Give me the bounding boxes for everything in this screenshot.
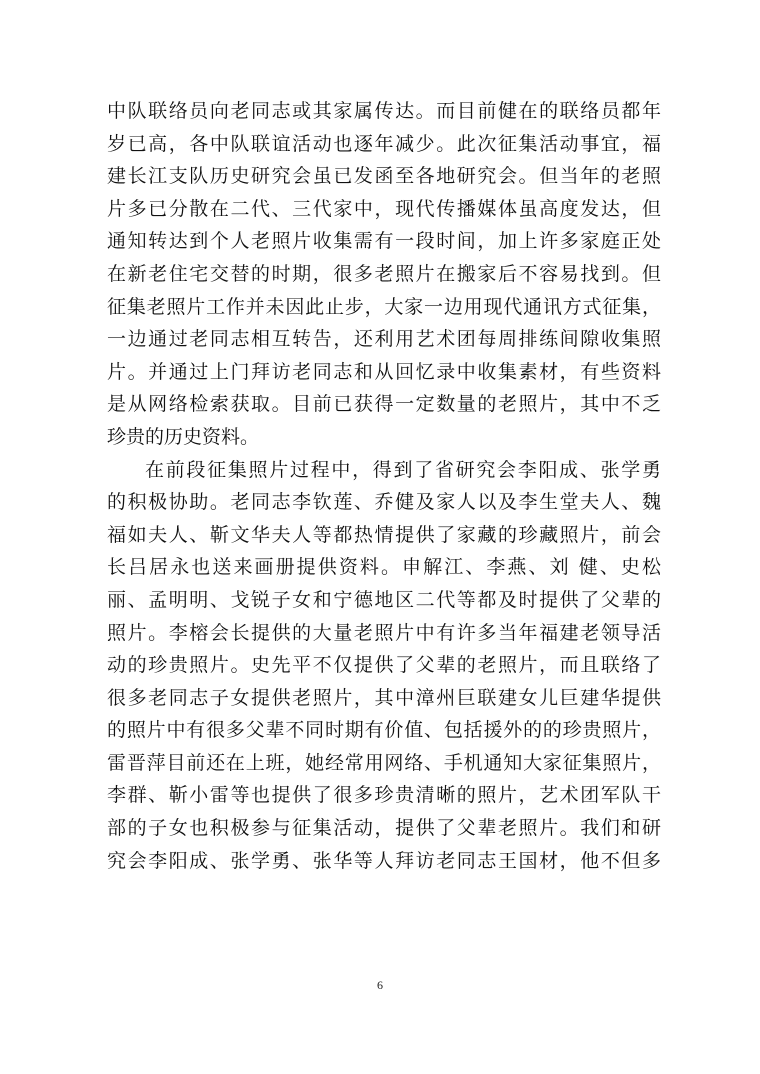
text-line: 岁已高，各中队联谊活动也逐年减少。此次征集活动事宜，福: [107, 132, 661, 155]
text-line: 通知转达到个人老照片收集需有一段时间，加上许多家庭正处: [107, 230, 661, 253]
text-line: 动的珍贵照片。史先平不仅提供了父辈的老照片，而且联络了: [107, 654, 661, 677]
text-line: 在前段征集照片过程中，得到了省研究会李阳成、张学勇: [145, 458, 661, 481]
text-line: 是从网络检索获取。目前已获得一定数量的老照片，其中不乏: [107, 393, 661, 416]
text-line: 中队联络员向老同志或其家属传达。而目前健在的联络员都年: [107, 100, 661, 122]
text-line: 在新老住宅交替的时期，很多老照片在搬家后不容易找到。但: [107, 262, 661, 285]
text-line: 部的子女也积极参与征集活动，提供了父辈老照片。我们和研: [107, 817, 661, 840]
text-line: 雷晋萍目前还在上班，她经常用网络、手机通知大家征集照片，: [107, 751, 661, 774]
text-line: 建长江支队历史研究会虽已发函至各地研究会。但当年的老照: [107, 165, 661, 188]
text-line: 的照片中有很多父辈不同时期有价值、包括援外的的珍贵照片，: [107, 719, 661, 742]
text-line: 一边通过老同志相互转告，还利用艺术团每周排练间隙收集照: [107, 328, 661, 351]
text-line: 丽、孟明明、戈锐子女和宁德地区二代等都及时提供了父辈的: [107, 588, 661, 611]
text-line: 的积极协助。老同志李钦莲、乔健及家人以及李生堂夫人、魏: [107, 491, 661, 514]
text-line: 照片。李榕会长提供的大量老照片中有许多当年福建老领导活: [107, 621, 661, 644]
text-line: 很多老同志子女提供老照片，其中漳州巨联建女儿巨建华提供: [107, 686, 661, 709]
text-line: 珍贵的历史资料。: [107, 425, 260, 448]
text-line: 征集老照片工作并未因此止步，大家一边用现代通讯方式征集，: [107, 295, 661, 318]
paragraph-1: [107, 95, 661, 454]
body-text: [107, 95, 661, 877]
text-line: 片。并通过上门拜访老同志和从回忆录中收集素材，有些资料: [107, 360, 661, 383]
page-number: 6: [377, 978, 383, 992]
text-line: 福如夫人、靳文华夫人等都热情提供了家藏的珍藏照片，前会: [107, 523, 661, 546]
text-line: 究会李阳成、张学勇、张华等人拜访老同志王国材，他不但多: [107, 849, 661, 872]
text-line: 片多已分散在二代、三代家中，现代传播媒体虽高度发达，但: [107, 197, 661, 220]
paragraph-2: [107, 454, 661, 878]
text-line: 长吕居永也送来画册提供资料。申解江、李燕、刘 健、史松: [107, 556, 661, 579]
text-line: 李群、靳小雷等也提供了很多珍贵清晰的照片，艺术团军队干: [107, 784, 661, 807]
